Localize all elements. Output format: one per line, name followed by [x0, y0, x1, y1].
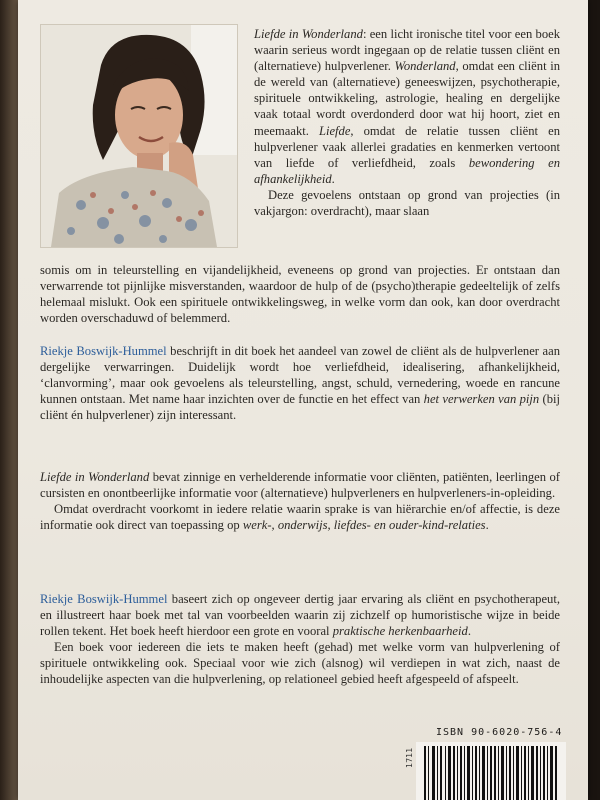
intro-text-segment: , omdat een cliënt in de wereld van (alternatieve) geneeswijzen, psychotherapie, spirituele ontwikkeling, astrologie, healing en dergelijke vaak totaal wordt overdonderd door wat hij hoort, ziet en meemaakt. [254, 59, 560, 138]
intro-text-segment: , omdat de relatie tussen cliënt en hulpverlener vaak allerlei gradaties en kenmerken vertoont van liefde of verliefdheid, zoals [254, 123, 560, 170]
intro-liefde-italic: Liefde [318, 123, 351, 138]
section3-text-segment: Omdat overdracht voorkomt in iedere relatie waarin sprake is van hiërarchie en/of affectie, is deze informatie ook direct van toepassing op [40, 502, 560, 533]
section-audience [40, 469, 560, 533]
author-photo [40, 24, 238, 248]
intro-paragraph-1 [254, 26, 560, 187]
experience-paragraph [40, 591, 560, 639]
section2-text-segment: (bij cliënt én hulpverlener) zijn interessant. [40, 392, 560, 423]
isbn-label: ISBN 90-6020-756-4 [436, 727, 563, 738]
intro-paragraph-2-start: Deze gevoelens ontstaan op grond van projecties (in vakjargon: overdracht), maar slaan [254, 187, 560, 219]
book-edge-shadow [0, 0, 18, 800]
section4-text-segment: . [467, 624, 471, 639]
author-portrait-image [41, 25, 237, 247]
author-name: Riekje Boswijk-Hummel [40, 344, 167, 358]
intro-text-segment: : een licht ironische titel voor een boek waarin serieus wordt ingegaan op de relatie tussen cliënt en (alternatieve) hulpverlener. [254, 27, 560, 74]
intro-emphasis-italic: bewondering en afhankelijkheid [254, 155, 560, 186]
author-name: Riekje Boswijk-Hummel [40, 592, 168, 606]
section-author-experience [40, 591, 560, 688]
intro-paragraph-2-end: somis om in teleurstelling en vijandelijkheid, eveneens op grond van projecties. Er ontstaan dan verwarrende tot pijnlijke misverstanden, waardoor de hulp of de (psycho)therapie gedeeltelijk of zelfs helemaal mislukt. Ook een spirituele ontwikkelingsweg, in welke vorm dan ook, kan door overdracht worden overschaduwd of belemmerd. [40, 263, 560, 326]
section4-emphasis-italic: praktische herkenbaarheid [332, 624, 468, 639]
author-paragraph [40, 343, 560, 423]
section4-text-segment: baseert zich op ongeveer dertig jaar ervaring als cliënt en psychotherapeut, en illustreert haar boek met tal van voorbeelden waarin zij zichzelf op humoristische wijze in beide rollen tekent. Het boek heeft hierdoor een grote en vooral [40, 592, 561, 639]
barcode [416, 742, 566, 800]
intro-continuation [40, 262, 560, 326]
section2-emphasis-italic: het verwerken van pijn [423, 392, 540, 407]
book-back-cover [18, 0, 588, 800]
section2-text-segment: beschrijft in dit boek het aandeel van zowel de cliënt als de hulpverlener aan dergelijke verwarringen. Duidelijk wordt hoe verliefdheid, idealisering, afhankelijkheid, ‘clanvorming’, maar ook gevoelens als teleurstelling, angst, schuld, vernedering, woede en rancune kunnen ontstaan. Met name haar inzichten over de functie en het effect van [40, 344, 560, 407]
intro-text-segment: . [331, 171, 335, 186]
section3-text-segment: . [485, 518, 489, 533]
side-code: 1711 [405, 747, 414, 768]
section-author-description [40, 343, 560, 423]
closing-paragraph: Een boek voor iedereen die iets te maken heeft (gehad) met welke vorm van hulpverlening of spirituele ontwikkeling ook. Speciaal voor wie zich (alsnog) wil verdiepen in wat zich, naast de inhoudelijke aspecten van die hulpverlening, op relationeel gebied heeft afgespeeld of afspeelt. [40, 640, 560, 687]
section3-text-segment: bevat zinnige en verhelderende informatie voor cliënten, patiënten, leerlingen of cursisten en onontbeerlijke informatie voor (alternatieve) hulpverleners en hulpverleners-in-opleiding. [40, 470, 560, 501]
intro-wonderland-italic: Wonderland [394, 59, 456, 74]
intro-text-column [254, 26, 560, 219]
audience-paragraph [40, 469, 560, 501]
book-title-italic: Liefde in Wonderland [40, 470, 150, 484]
relations-emphasis-italic: werk-, onderwijs, liefdes- en ouder-kind-relaties [242, 518, 486, 533]
book-title-italic: Liefde in Wonderland [254, 27, 363, 41]
relations-paragraph [40, 501, 560, 533]
